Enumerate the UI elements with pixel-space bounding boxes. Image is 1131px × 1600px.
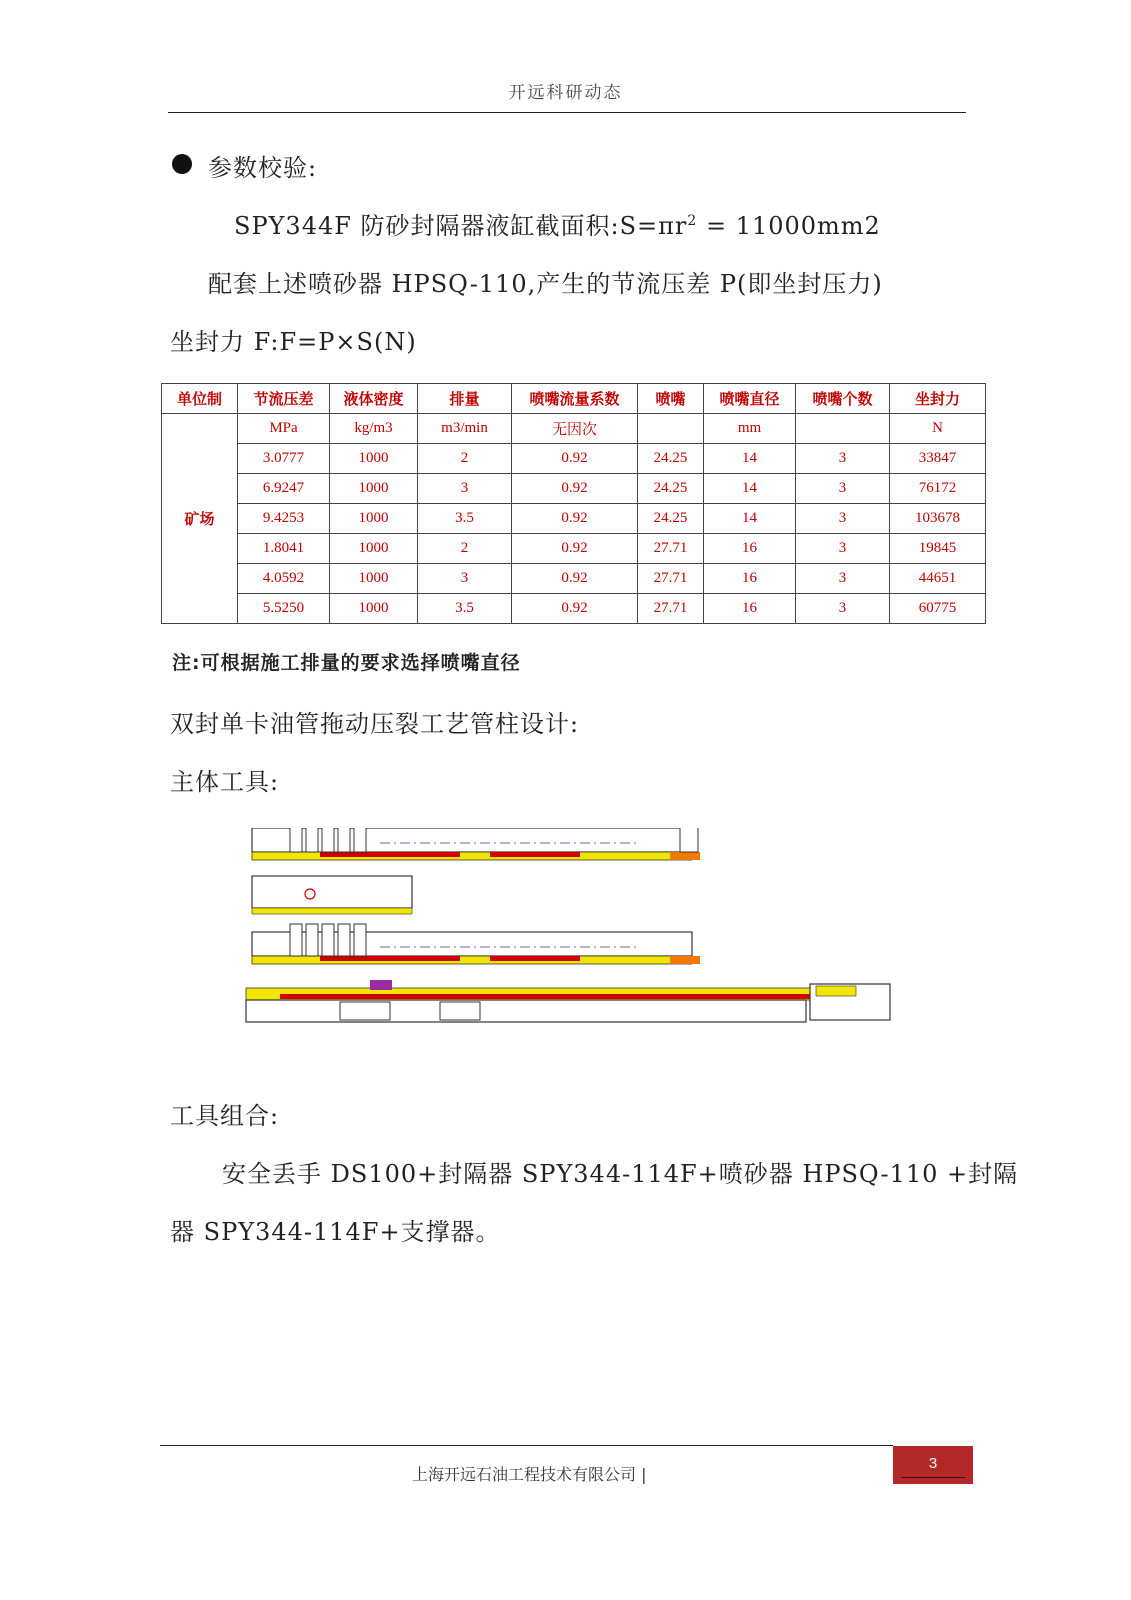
header-cell: 喷嘴个数 bbox=[796, 384, 890, 414]
table-cell: 19845 bbox=[890, 534, 986, 564]
section-heading: 参数校验: bbox=[208, 154, 318, 182]
table-cell: 1.8041 bbox=[238, 534, 330, 564]
table-cell: 24.25 bbox=[638, 474, 704, 504]
table-cell: 14 bbox=[704, 444, 796, 474]
table-cell: 3.5 bbox=[418, 504, 512, 534]
table-cell: 27.71 bbox=[638, 564, 704, 594]
table-cell: 16 bbox=[704, 594, 796, 624]
combo-line-1: 安全丢手 DS100+封隔器 SPY344-114F+喷砂器 HPSQ-110 +封隔 bbox=[222, 1160, 1019, 1188]
table-cell: 3 bbox=[796, 444, 890, 474]
table-cell: 24.25 bbox=[638, 504, 704, 534]
header-rule bbox=[168, 112, 966, 113]
table-row bbox=[162, 504, 986, 534]
table-note: 注:可根据施工排量的要求选择喷嘴直径 bbox=[172, 652, 521, 674]
table-cell: 2 bbox=[418, 444, 512, 474]
table-cell: 60775 bbox=[890, 594, 986, 624]
packer-drawing-upper bbox=[252, 828, 700, 860]
table-cell: 1000 bbox=[330, 564, 418, 594]
table-header-row bbox=[162, 384, 986, 414]
table-cell: 5.5250 bbox=[238, 594, 330, 624]
table-cell: 0.92 bbox=[512, 474, 638, 504]
header-cell: 节流压差 bbox=[238, 384, 330, 414]
table-cell: 0.92 bbox=[512, 564, 638, 594]
tool-string-drawing bbox=[240, 828, 920, 1058]
table-cell: 4.0592 bbox=[238, 564, 330, 594]
table-cell: 3 bbox=[796, 534, 890, 564]
table-row bbox=[162, 564, 986, 594]
row-group-label: 矿场 bbox=[162, 414, 238, 624]
table-cell: 3.0777 bbox=[238, 444, 330, 474]
table-row bbox=[162, 474, 986, 504]
table-cell: 76172 bbox=[890, 474, 986, 504]
table-cell: 6.9247 bbox=[238, 474, 330, 504]
table-cell: 3 bbox=[418, 474, 512, 504]
header-cell: 坐封力 bbox=[890, 384, 986, 414]
table-cell: 103678 bbox=[890, 504, 986, 534]
unit-cell: N bbox=[890, 414, 986, 444]
support-tool-drawing bbox=[246, 980, 890, 1022]
table-cell: 3.5 bbox=[418, 594, 512, 624]
table-cell: 14 bbox=[704, 474, 796, 504]
table-cell: 1000 bbox=[330, 534, 418, 564]
footer-rule bbox=[160, 1445, 893, 1446]
table-cell: 9.4253 bbox=[238, 504, 330, 534]
table-cell: 0.92 bbox=[512, 534, 638, 564]
page-number-underline bbox=[901, 1477, 965, 1478]
page-number: 3 bbox=[928, 1455, 938, 1472]
table-cell: 27.71 bbox=[638, 534, 704, 564]
table-cell: 2 bbox=[418, 534, 512, 564]
page-number-box bbox=[893, 1446, 973, 1484]
footer-company: 上海开远石油工程技术有限公司 | bbox=[412, 1465, 647, 1484]
table-cell: 1000 bbox=[330, 474, 418, 504]
force-formula: 坐封力 F:F=P×S(N) bbox=[170, 328, 417, 356]
unit-cell: 无因次 bbox=[512, 414, 638, 444]
table-cell: 27.71 bbox=[638, 594, 704, 624]
table-units-row bbox=[162, 414, 986, 444]
unit-cell: MPa bbox=[238, 414, 330, 444]
unit-cell: m3/min bbox=[418, 414, 512, 444]
header-cell: 液体密度 bbox=[330, 384, 418, 414]
table-row bbox=[162, 444, 986, 474]
header-cell: 喷嘴流量系数 bbox=[512, 384, 638, 414]
combo-title: 工具组合: bbox=[170, 1102, 280, 1130]
table-cell: 0.92 bbox=[512, 504, 638, 534]
header-cell: 排量 bbox=[418, 384, 512, 414]
table-cell: 1000 bbox=[330, 504, 418, 534]
table-cell: 1000 bbox=[330, 444, 418, 474]
area-formula-prefix: SPY344F 防砂封隔器液缸截面积:S=πr bbox=[234, 212, 688, 240]
table-cell: 16 bbox=[704, 564, 796, 594]
area-formula-exponent: 2 bbox=[687, 213, 698, 229]
table-cell: 16 bbox=[704, 534, 796, 564]
unit-cell bbox=[796, 414, 890, 444]
table-cell: 0.92 bbox=[512, 444, 638, 474]
bullet-icon bbox=[172, 154, 192, 174]
unit-cell: kg/m3 bbox=[330, 414, 418, 444]
main-tools-label: 主体工具: bbox=[170, 768, 280, 796]
unit-cell: mm bbox=[704, 414, 796, 444]
header-cell: 喷嘴直径 bbox=[704, 384, 796, 414]
table-cell: 0.92 bbox=[512, 594, 638, 624]
table-cell: 3 bbox=[418, 564, 512, 594]
area-formula bbox=[234, 206, 881, 241]
combo-line-2: 器 SPY344-114F+支撑器。 bbox=[170, 1218, 501, 1246]
area-formula-suffix: = 11000mm2 bbox=[697, 212, 881, 240]
table-cell: 33847 bbox=[890, 444, 986, 474]
table-cell: 44651 bbox=[890, 564, 986, 594]
table-cell: 3 bbox=[796, 594, 890, 624]
sand-jetter-drawing bbox=[252, 876, 412, 914]
table-row bbox=[162, 594, 986, 624]
table-cell: 1000 bbox=[330, 594, 418, 624]
table-cell: 3 bbox=[796, 504, 890, 534]
pressure-text: 配套上述喷砂器 HPSQ-110,产生的节流压差 P(即坐封压力) bbox=[208, 270, 883, 298]
table-row bbox=[162, 534, 986, 564]
running-header: 开远科研动态 bbox=[508, 83, 623, 103]
table-cell: 3 bbox=[796, 474, 890, 504]
table-cell: 24.25 bbox=[638, 444, 704, 474]
table-cell: 14 bbox=[704, 504, 796, 534]
packer-drawing-lower bbox=[252, 924, 700, 964]
parameter-table bbox=[161, 383, 986, 624]
header-cell: 单位制 bbox=[162, 384, 238, 414]
design-title: 双封单卡油管拖动压裂工艺管柱设计: bbox=[170, 710, 580, 738]
unit-cell bbox=[638, 414, 704, 444]
table-cell: 3 bbox=[796, 564, 890, 594]
header-cell: 喷嘴 bbox=[638, 384, 704, 414]
